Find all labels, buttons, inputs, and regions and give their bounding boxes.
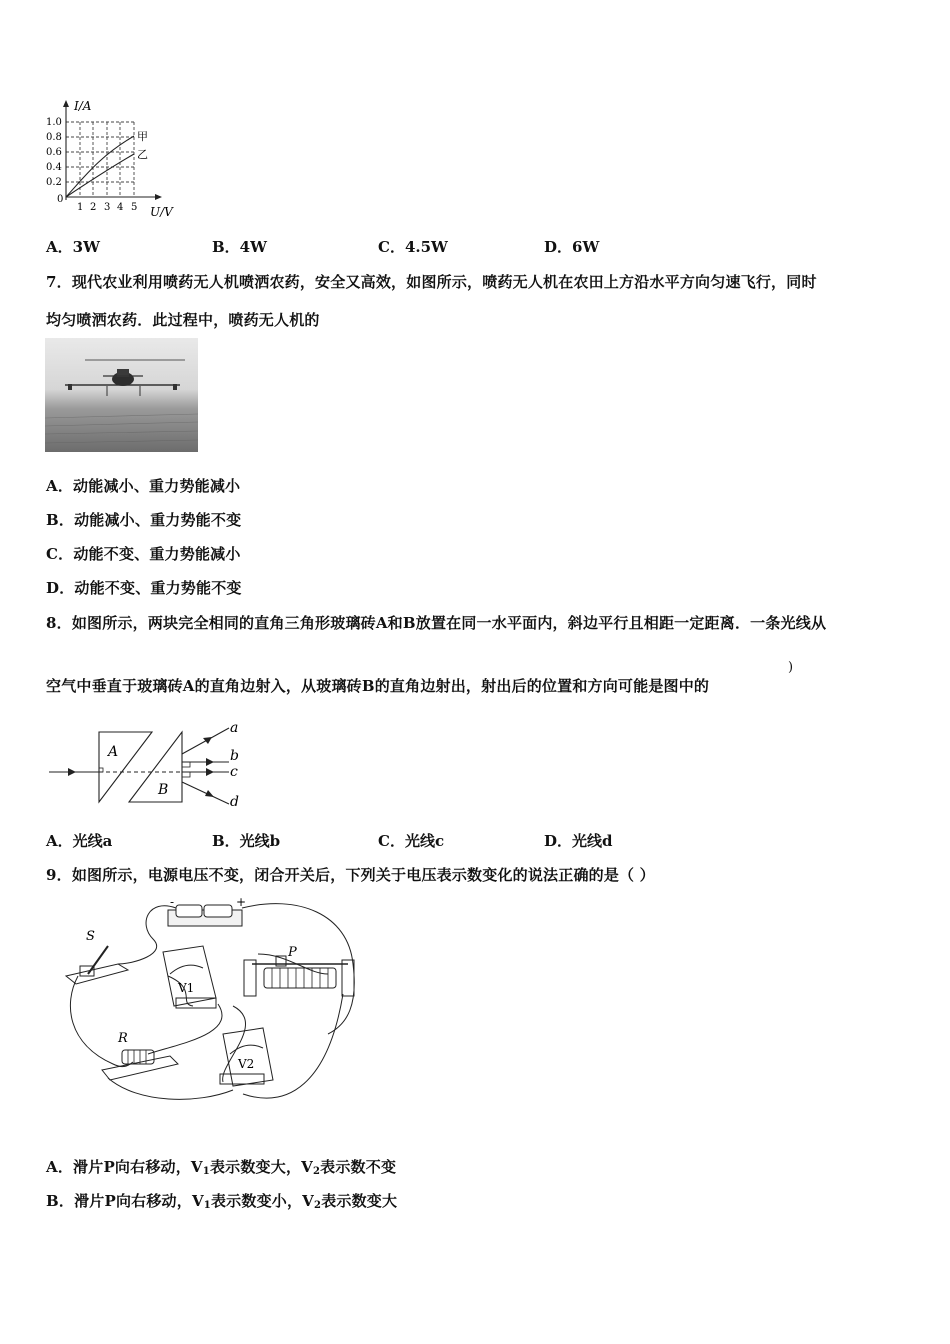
q6-option-d: D．6W [544,238,600,256]
q7-option-a: A．动能减小、重力势能减小 [46,477,241,495]
prism-label-b: B [158,782,169,798]
iu-graph [40,96,190,224]
x-tick: 3 [104,202,111,213]
y-tick: 0.4 [46,162,62,173]
x-tick: 5 [131,202,138,213]
q7-stem-line1: 7．现代农业利用喷药无人机喷洒农药，安全又高效，如图所示，喷药无人机在农田上方沿水平方向匀速飞行，同时 [46,273,817,291]
q7-option-d: D．动能不变、重力势能不变 [46,579,242,597]
y-axis-label: I/A [74,99,92,113]
q7-option-b: B．动能减小、重力势能不变 [46,511,242,529]
q6-option-a: A．3W [46,238,100,256]
y-tick: 0 [57,194,64,205]
ray-label-b: b [230,748,239,764]
q8-option-b: B．光线b [212,832,281,850]
ray-label-d: d [230,794,239,810]
q9-stem-line1: 9．如图所示，电源电压不变，闭合开关后，下列关于电压表示数变化的说法正确的是（ ） [46,866,655,884]
ray-label-c: c [230,764,238,780]
q7-stem-line2: 均匀喷洒农药．此过程中，喷药无人机的 [46,311,320,329]
q8-option-a: A．光线a [46,832,113,850]
q8-stem-line1: 8．如图所示，两块完全相同的直角三角形玻璃砖A和B放置在同一水平面内，斜边平行且相距一定距离．一条光线从 [46,614,827,632]
resistor-label: R [118,1031,128,1046]
battery-minus-label: - [170,895,175,909]
x-tick: 4 [117,202,124,213]
curve-label-yi: 乙 [137,148,148,161]
q9-option-b: B．滑片P向右移动，$V_1$表示数变小，$V_2$表示数变大 [46,1192,398,1211]
ray-label-a: a [230,720,239,736]
y-tick: 0.2 [46,177,62,188]
curve-label-jia: 甲 [137,130,148,143]
x-tick: 2 [90,202,97,213]
x-tick: 1 [77,202,84,213]
q8-option-d: D．光线d [544,832,613,850]
voltmeter-v2-label: V2 [238,1057,255,1071]
y-tick: 0.8 [46,132,62,143]
switch-label: S [86,929,95,944]
glass-prism-diagram [44,714,254,814]
drone-photo [45,338,198,452]
q6-option-b: B．4W [212,238,267,256]
q8-option-c: C．光线c [378,832,445,850]
q8-stem-line2: 空气中垂直于玻璃砖A的直角边射入，从玻璃砖B的直角边射出，射出后的位置和方向可能是图中的 [46,677,710,695]
y-tick: 1.0 [46,117,62,128]
x-axis-label: U/V [150,205,173,219]
q9-option-a: A．滑片P向右移动，$V_1$表示数变大，$V_2$表示数不变 [46,1158,397,1177]
y-tick: 0.6 [46,147,62,158]
prism-label-a: A [108,744,119,760]
slider-label: P [288,945,297,960]
q8-paren: ) [788,660,794,675]
battery-plus-label: + [236,895,247,909]
q7-option-c: C．动能不变、重力势能减小 [46,545,241,563]
voltmeter-v1-label: V1 [178,981,195,995]
circuit-diagram [58,894,363,1109]
q6-option-c: C．4.5W [378,238,448,256]
